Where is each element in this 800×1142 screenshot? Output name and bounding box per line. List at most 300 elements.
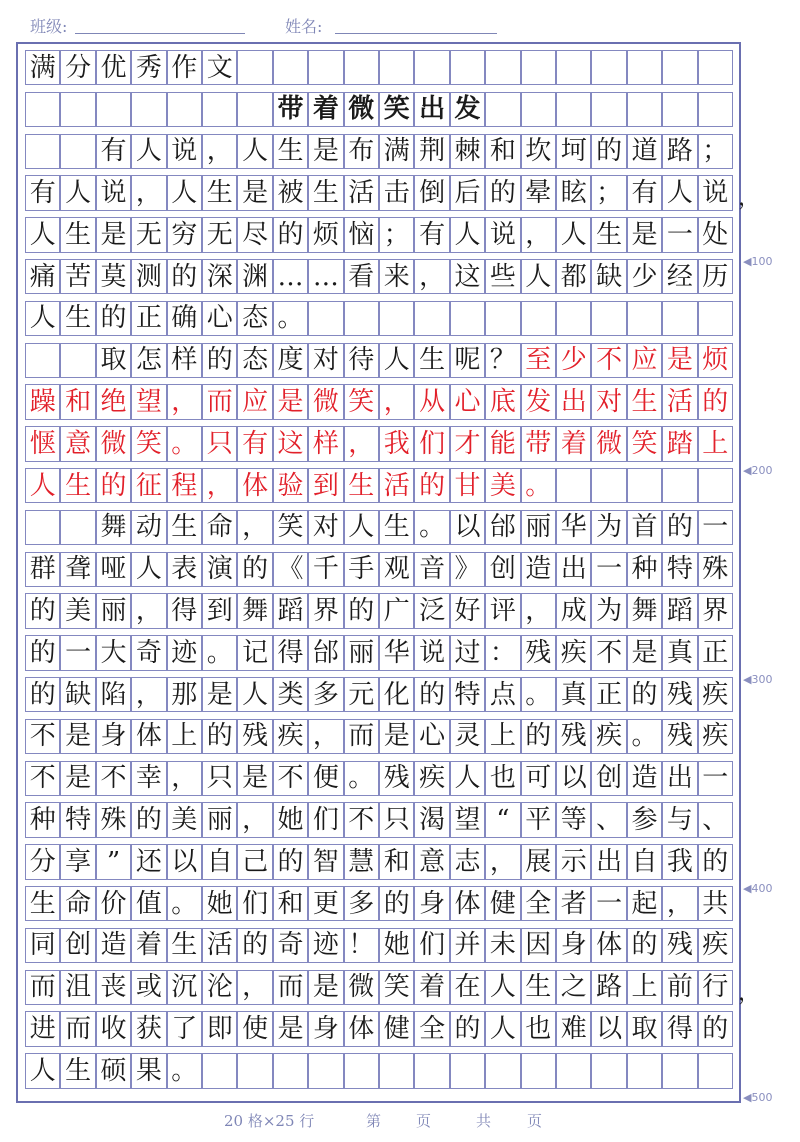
grid-cell[interactable]: 验 bbox=[273, 468, 308, 503]
grid-cell[interactable]: 人 bbox=[167, 175, 202, 210]
grid-cell[interactable] bbox=[25, 343, 60, 378]
grid-cell[interactable]: 了 bbox=[167, 1011, 202, 1046]
grid-cell[interactable]: 的 bbox=[698, 1011, 733, 1046]
grid-cell[interactable]: 疾 bbox=[591, 719, 626, 754]
grid-cell[interactable]: 前 bbox=[662, 970, 697, 1005]
grid-cell[interactable]: 的 bbox=[627, 928, 662, 963]
grid-cell[interactable]: 不 bbox=[591, 343, 626, 378]
grid-cell[interactable]: 带 bbox=[521, 426, 556, 461]
grid-cell[interactable]: 呢 bbox=[450, 343, 485, 378]
grid-cell[interactable]: 是 bbox=[202, 677, 237, 712]
grid-cell[interactable] bbox=[485, 1053, 520, 1088]
grid-cell[interactable]: 全 bbox=[521, 886, 556, 921]
grid-cell[interactable]: 丽 bbox=[521, 510, 556, 545]
grid-cell[interactable]: 和 bbox=[60, 384, 95, 419]
grid-cell[interactable]: 疾 bbox=[698, 928, 733, 963]
grid-cell[interactable]: 无 bbox=[202, 217, 237, 252]
grid-cell[interactable]: 取 bbox=[96, 343, 131, 378]
grid-cell[interactable] bbox=[167, 92, 202, 127]
grid-cell[interactable]: 晕 bbox=[521, 175, 556, 210]
grid-cell[interactable] bbox=[60, 92, 95, 127]
grid-cell[interactable]: 历 bbox=[698, 259, 733, 294]
grid-cell[interactable]: 命 bbox=[202, 510, 237, 545]
grid-cell[interactable]: 。 bbox=[167, 1053, 202, 1088]
grid-cell[interactable]: 生 bbox=[379, 510, 414, 545]
grid-cell[interactable]: 深 bbox=[202, 259, 237, 294]
grid-cell[interactable]: 些 bbox=[485, 259, 520, 294]
grid-cell[interactable]: 生 bbox=[167, 928, 202, 963]
grid-cell[interactable]: 丽 bbox=[202, 802, 237, 837]
grid-cell[interactable] bbox=[698, 468, 733, 503]
grid-cell[interactable] bbox=[344, 1053, 379, 1088]
grid-cell[interactable]: 的 bbox=[450, 1011, 485, 1046]
grid-cell[interactable] bbox=[591, 1053, 626, 1088]
grid-cell[interactable] bbox=[662, 1053, 697, 1088]
grid-cell[interactable]: 她 bbox=[273, 802, 308, 837]
grid-cell[interactable] bbox=[131, 92, 166, 127]
grid-cell[interactable]: 。 bbox=[202, 635, 237, 670]
grid-cell[interactable]: 人 bbox=[131, 134, 166, 169]
grid-cell[interactable] bbox=[379, 301, 414, 336]
grid-cell[interactable]: 满 bbox=[379, 134, 414, 169]
grid-cell[interactable]: 使 bbox=[237, 1011, 272, 1046]
grid-cell[interactable]: 人 bbox=[237, 677, 272, 712]
grid-cell[interactable] bbox=[627, 92, 662, 127]
grid-cell[interactable]: 至 bbox=[521, 343, 556, 378]
grid-cell[interactable]: 人 bbox=[25, 217, 60, 252]
grid-cell[interactable]: 出 bbox=[556, 552, 591, 587]
grid-cell[interactable]: 眩 bbox=[556, 175, 591, 210]
grid-cell[interactable]: 少 bbox=[556, 343, 591, 378]
grid-cell[interactable]: 路 bbox=[662, 134, 697, 169]
grid-cell[interactable]: 微 bbox=[344, 92, 379, 127]
grid-cell[interactable]: 是 bbox=[379, 719, 414, 754]
grid-cell[interactable]: 微 bbox=[308, 384, 343, 419]
grid-cell[interactable]: 来 bbox=[379, 259, 414, 294]
grid-cell[interactable]: 蹈 bbox=[662, 593, 697, 628]
grid-cell[interactable]: 生 bbox=[414, 343, 449, 378]
grid-cell[interactable]: 体 bbox=[237, 468, 272, 503]
grid-cell[interactable]: 怎 bbox=[131, 343, 166, 378]
grid-cell[interactable]: 取 bbox=[627, 1011, 662, 1046]
grid-cell[interactable]: 沮 bbox=[60, 970, 95, 1005]
grid-cell[interactable]: 健 bbox=[379, 1011, 414, 1046]
grid-cell[interactable]: 观 bbox=[379, 552, 414, 587]
grid-cell[interactable]: 疾 bbox=[698, 677, 733, 712]
grid-cell[interactable]: 演 bbox=[202, 552, 237, 587]
grid-cell[interactable]: 人 bbox=[662, 175, 697, 210]
grid-cell[interactable]: 特 bbox=[450, 677, 485, 712]
grid-cell[interactable]: 展 bbox=[521, 844, 556, 879]
grid-cell[interactable]: 是 bbox=[237, 175, 272, 210]
grid-cell[interactable] bbox=[237, 50, 272, 85]
grid-cell[interactable]: 值 bbox=[131, 886, 166, 921]
grid-cell[interactable]: 的 bbox=[202, 719, 237, 754]
grid-cell[interactable]: 有 bbox=[25, 175, 60, 210]
grid-cell[interactable]: 有 bbox=[237, 426, 272, 461]
grid-cell[interactable]: 邰 bbox=[485, 510, 520, 545]
grid-cell[interactable]: 样 bbox=[167, 343, 202, 378]
grid-cell[interactable]: 发 bbox=[521, 384, 556, 419]
grid-cell[interactable]: 表 bbox=[167, 552, 202, 587]
grid-cell[interactable]: 人 bbox=[450, 761, 485, 796]
grid-cell[interactable]: 带 bbox=[273, 92, 308, 127]
grid-cell[interactable]: 活 bbox=[379, 468, 414, 503]
grid-cell[interactable]: 同 bbox=[25, 928, 60, 963]
grid-cell[interactable]: 上 bbox=[698, 426, 733, 461]
grid-cell[interactable]: 智 bbox=[308, 844, 343, 879]
grid-cell[interactable] bbox=[202, 1053, 237, 1088]
grid-cell[interactable]: 是 bbox=[308, 970, 343, 1005]
grid-cell[interactable]: 疾 bbox=[414, 761, 449, 796]
grid-cell[interactable]: 泛 bbox=[414, 593, 449, 628]
grid-cell[interactable]: 征 bbox=[131, 468, 166, 503]
grid-cell[interactable]: … bbox=[273, 259, 308, 294]
grid-cell[interactable] bbox=[591, 92, 626, 127]
grid-cell[interactable]: 类 bbox=[273, 677, 308, 712]
grid-cell[interactable]: 活 bbox=[662, 384, 697, 419]
grid-cell[interactable]: 着 bbox=[131, 928, 166, 963]
grid-cell[interactable]: 出 bbox=[414, 92, 449, 127]
grid-cell[interactable]: 丽 bbox=[96, 593, 131, 628]
grid-cell[interactable]: 痛 bbox=[25, 259, 60, 294]
grid-cell[interactable]: 人 bbox=[25, 301, 60, 336]
grid-cell[interactable] bbox=[698, 301, 733, 336]
grid-cell[interactable]: 收 bbox=[96, 1011, 131, 1046]
grid-cell[interactable]: 人 bbox=[485, 1011, 520, 1046]
grid-cell[interactable]: 应 bbox=[627, 343, 662, 378]
grid-cell[interactable]: 特 bbox=[60, 802, 95, 837]
grid-cell[interactable]: 待 bbox=[344, 343, 379, 378]
grid-cell[interactable]: 平 bbox=[521, 802, 556, 837]
grid-cell[interactable] bbox=[450, 301, 485, 336]
grid-cell[interactable]: 布 bbox=[344, 134, 379, 169]
grid-cell[interactable]: 美 bbox=[485, 468, 520, 503]
class-blank-line[interactable] bbox=[75, 33, 245, 34]
grid-cell[interactable]: ； bbox=[591, 175, 626, 210]
grid-cell[interactable]: 笑 bbox=[379, 970, 414, 1005]
grid-cell[interactable]: 们 bbox=[237, 886, 272, 921]
grid-cell[interactable]: 是 bbox=[273, 384, 308, 419]
grid-cell[interactable]: 笑 bbox=[273, 510, 308, 545]
grid-cell[interactable]: 底 bbox=[485, 384, 520, 419]
grid-cell[interactable]: 造 bbox=[96, 928, 131, 963]
grid-cell[interactable]: 度 bbox=[273, 343, 308, 378]
grid-cell[interactable]: 价 bbox=[96, 886, 131, 921]
grid-cell[interactable]: 者 bbox=[556, 886, 591, 921]
grid-cell[interactable]: 的 bbox=[96, 468, 131, 503]
grid-cell[interactable]: 说 bbox=[167, 134, 202, 169]
grid-cell[interactable]: 的 bbox=[273, 844, 308, 879]
grid-cell[interactable]: 出 bbox=[591, 844, 626, 879]
grid-cell[interactable]: 真 bbox=[662, 635, 697, 670]
grid-cell[interactable] bbox=[521, 1053, 556, 1088]
grid-cell[interactable]: 说 bbox=[698, 175, 733, 210]
grid-cell[interactable] bbox=[698, 1053, 733, 1088]
grid-cell[interactable]: 心 bbox=[202, 301, 237, 336]
grid-cell[interactable]: 疾 bbox=[556, 635, 591, 670]
name-blank-line[interactable] bbox=[335, 33, 497, 34]
grid-cell[interactable]: 命 bbox=[60, 886, 95, 921]
grid-cell[interactable]: 健 bbox=[485, 886, 520, 921]
grid-cell[interactable]: 不 bbox=[96, 761, 131, 796]
grid-cell[interactable]: 而 bbox=[25, 970, 60, 1005]
grid-cell[interactable] bbox=[556, 468, 591, 503]
grid-cell[interactable] bbox=[450, 1053, 485, 1088]
grid-cell[interactable]: 倒 bbox=[414, 175, 449, 210]
grid-cell[interactable]: 正 bbox=[698, 635, 733, 670]
grid-cell[interactable]: 手 bbox=[344, 552, 379, 587]
grid-cell[interactable]: 之 bbox=[556, 970, 591, 1005]
grid-cell[interactable]: 参 bbox=[627, 802, 662, 837]
grid-cell[interactable]: 。 bbox=[167, 426, 202, 461]
grid-cell[interactable]: 意 bbox=[414, 844, 449, 879]
grid-cell[interactable] bbox=[414, 50, 449, 85]
grid-cell[interactable]: ， bbox=[308, 719, 343, 754]
grid-cell[interactable]: 点 bbox=[485, 677, 520, 712]
grid-cell[interactable]: ， bbox=[167, 761, 202, 796]
grid-cell[interactable]: 活 bbox=[344, 175, 379, 210]
grid-cell[interactable]: 的 bbox=[662, 510, 697, 545]
grid-cell[interactable]: 、 bbox=[591, 802, 626, 837]
grid-cell[interactable]: 的 bbox=[237, 928, 272, 963]
grid-cell[interactable]: 着 bbox=[308, 92, 343, 127]
grid-cell[interactable]: 创 bbox=[591, 761, 626, 796]
grid-cell[interactable]: 的 bbox=[698, 384, 733, 419]
grid-cell[interactable]: 人 bbox=[344, 510, 379, 545]
grid-cell[interactable]: 的 bbox=[25, 635, 60, 670]
grid-cell[interactable]: 她 bbox=[202, 886, 237, 921]
grid-cell[interactable]: 体 bbox=[131, 719, 166, 754]
grid-cell[interactable]: 音 bbox=[414, 552, 449, 587]
grid-cell[interactable]: 丽 bbox=[344, 635, 379, 670]
grid-cell[interactable]: 人 bbox=[485, 970, 520, 1005]
grid-cell[interactable]: 身 bbox=[556, 928, 591, 963]
grid-cell[interactable]: 是 bbox=[60, 719, 95, 754]
grid-cell[interactable]: 残 bbox=[237, 719, 272, 754]
grid-cell[interactable]: 。 bbox=[521, 677, 556, 712]
grid-cell[interactable]: ， bbox=[202, 134, 237, 169]
grid-cell[interactable]: 生 bbox=[308, 175, 343, 210]
grid-cell[interactable]: 恼 bbox=[344, 217, 379, 252]
grid-cell[interactable]: 的 bbox=[627, 677, 662, 712]
grid-cell[interactable]: 路 bbox=[591, 970, 626, 1005]
grid-cell[interactable]: 人 bbox=[237, 134, 272, 169]
grid-cell[interactable]: 自 bbox=[202, 844, 237, 879]
grid-cell[interactable]: 得 bbox=[273, 635, 308, 670]
grid-cell[interactable]: 。 bbox=[627, 719, 662, 754]
grid-cell[interactable] bbox=[25, 510, 60, 545]
grid-cell[interactable]: 以 bbox=[167, 844, 202, 879]
grid-cell[interactable] bbox=[521, 50, 556, 85]
grid-cell[interactable]: 不 bbox=[344, 802, 379, 837]
grid-cell[interactable]: 界 bbox=[308, 593, 343, 628]
grid-cell[interactable]: 笑 bbox=[627, 426, 662, 461]
grid-cell[interactable] bbox=[379, 1053, 414, 1088]
grid-cell[interactable]: 的 bbox=[237, 552, 272, 587]
grid-cell[interactable]: 说 bbox=[414, 635, 449, 670]
grid-cell[interactable]: 蹈 bbox=[273, 593, 308, 628]
grid-cell[interactable]: 心 bbox=[414, 719, 449, 754]
grid-cell[interactable]: 以 bbox=[591, 1011, 626, 1046]
grid-cell[interactable]: 才 bbox=[450, 426, 485, 461]
grid-cell[interactable]: 只 bbox=[379, 802, 414, 837]
grid-cell[interactable]: ， bbox=[237, 802, 272, 837]
grid-cell[interactable]: ， bbox=[414, 259, 449, 294]
grid-cell[interactable]: 千 bbox=[308, 552, 343, 587]
grid-cell[interactable]: 被 bbox=[273, 175, 308, 210]
grid-cell[interactable]: 人 bbox=[379, 343, 414, 378]
grid-cell[interactable]: 人 bbox=[521, 259, 556, 294]
grid-cell[interactable]: 幸 bbox=[131, 761, 166, 796]
grid-cell[interactable]: 上 bbox=[485, 719, 520, 754]
grid-cell[interactable]: 进 bbox=[25, 1011, 60, 1046]
grid-cell[interactable]: ， bbox=[485, 844, 520, 879]
grid-cell[interactable] bbox=[556, 301, 591, 336]
grid-cell[interactable]: 这 bbox=[273, 426, 308, 461]
grid-cell[interactable]: 坷 bbox=[556, 134, 591, 169]
grid-cell[interactable]: 获 bbox=[131, 1011, 166, 1046]
grid-cell[interactable] bbox=[237, 92, 272, 127]
grid-cell[interactable]: 生 bbox=[60, 217, 95, 252]
grid-cell[interactable]: 的 bbox=[591, 134, 626, 169]
grid-cell[interactable]: 聋 bbox=[60, 552, 95, 587]
grid-cell[interactable]: 笑 bbox=[344, 384, 379, 419]
grid-cell[interactable]: 测 bbox=[131, 259, 166, 294]
grid-cell[interactable]: 种 bbox=[25, 802, 60, 837]
grid-cell[interactable]: 缺 bbox=[60, 677, 95, 712]
grid-cell[interactable] bbox=[591, 50, 626, 85]
grid-cell[interactable]: 意 bbox=[60, 426, 95, 461]
grid-cell[interactable]: 因 bbox=[521, 928, 556, 963]
grid-cell[interactable]: 记 bbox=[237, 635, 272, 670]
grid-cell[interactable] bbox=[485, 50, 520, 85]
grid-cell[interactable]: 秀 bbox=[131, 50, 166, 85]
grid-cell[interactable]: 望 bbox=[131, 384, 166, 419]
grid-cell[interactable]: 从 bbox=[414, 384, 449, 419]
grid-cell[interactable]: 不 bbox=[273, 761, 308, 796]
grid-cell[interactable]: 烦 bbox=[698, 343, 733, 378]
grid-cell[interactable]: 迹 bbox=[308, 928, 343, 963]
grid-cell[interactable]: 舞 bbox=[627, 593, 662, 628]
grid-cell[interactable]: 是 bbox=[627, 217, 662, 252]
grid-cell[interactable]: ， bbox=[131, 175, 166, 210]
grid-cell[interactable]: 经 bbox=[662, 259, 697, 294]
grid-cell[interactable]: 是 bbox=[627, 635, 662, 670]
grid-cell[interactable]: 首 bbox=[627, 510, 662, 545]
grid-cell[interactable]: 后 bbox=[450, 175, 485, 210]
grid-cell[interactable]: 的 bbox=[344, 593, 379, 628]
grid-cell[interactable]: 的 bbox=[414, 677, 449, 712]
grid-cell[interactable]: 身 bbox=[414, 886, 449, 921]
grid-cell[interactable]: 的 bbox=[25, 677, 60, 712]
grid-cell[interactable]: 说 bbox=[96, 175, 131, 210]
grid-cell[interactable]: 残 bbox=[521, 635, 556, 670]
grid-cell[interactable]: 得 bbox=[662, 1011, 697, 1046]
grid-cell[interactable]: 道 bbox=[627, 134, 662, 169]
grid-cell[interactable]: 。 bbox=[521, 468, 556, 503]
grid-cell[interactable]: 残 bbox=[662, 928, 697, 963]
grid-cell[interactable]: 为 bbox=[591, 593, 626, 628]
grid-cell[interactable] bbox=[556, 92, 591, 127]
grid-cell[interactable]: 。 bbox=[414, 510, 449, 545]
grid-cell[interactable]: 击 bbox=[379, 175, 414, 210]
grid-cell[interactable]: 创 bbox=[485, 552, 520, 587]
grid-cell[interactable]: 多 bbox=[344, 886, 379, 921]
grid-cell[interactable] bbox=[273, 50, 308, 85]
grid-cell[interactable]: 尽 bbox=[237, 217, 272, 252]
grid-cell[interactable]: ！ bbox=[344, 928, 379, 963]
grid-cell[interactable] bbox=[627, 1053, 662, 1088]
grid-cell[interactable]: 美 bbox=[60, 593, 95, 628]
grid-cell[interactable]: 正 bbox=[591, 677, 626, 712]
grid-cell[interactable]: 好 bbox=[450, 593, 485, 628]
grid-cell[interactable]: 的 bbox=[202, 343, 237, 378]
grid-cell[interactable]: 。 bbox=[344, 761, 379, 796]
grid-cell[interactable]: 着 bbox=[556, 426, 591, 461]
grid-cell[interactable]: 不 bbox=[591, 635, 626, 670]
grid-cell[interactable]: 生 bbox=[60, 1053, 95, 1088]
grid-cell[interactable]: 们 bbox=[414, 928, 449, 963]
grid-cell[interactable]: 与 bbox=[662, 802, 697, 837]
grid-cell[interactable] bbox=[698, 92, 733, 127]
grid-cell[interactable]: 种 bbox=[627, 552, 662, 587]
grid-cell[interactable]: 荆 bbox=[414, 134, 449, 169]
grid-cell[interactable]: 身 bbox=[96, 719, 131, 754]
grid-cell[interactable]: 一 bbox=[591, 886, 626, 921]
grid-cell[interactable] bbox=[662, 92, 697, 127]
grid-cell[interactable] bbox=[521, 92, 556, 127]
grid-cell[interactable]: 有 bbox=[96, 134, 131, 169]
grid-cell[interactable]: 而 bbox=[202, 384, 237, 419]
grid-cell[interactable]: 对 bbox=[591, 384, 626, 419]
grid-cell[interactable]: 残 bbox=[556, 719, 591, 754]
grid-cell[interactable] bbox=[60, 134, 95, 169]
grid-cell[interactable]: 未 bbox=[485, 928, 520, 963]
grid-cell[interactable]: 的 bbox=[167, 259, 202, 294]
grid-cell[interactable]: ？ bbox=[485, 343, 520, 378]
grid-cell[interactable] bbox=[627, 301, 662, 336]
grid-cell[interactable]: ， bbox=[521, 593, 556, 628]
grid-cell[interactable]: 样 bbox=[308, 426, 343, 461]
grid-cell[interactable] bbox=[627, 468, 662, 503]
grid-cell[interactable]: 硕 bbox=[96, 1053, 131, 1088]
grid-cell[interactable]: 躁 bbox=[25, 384, 60, 419]
grid-cell[interactable]: 对 bbox=[308, 343, 343, 378]
grid-cell[interactable]: 都 bbox=[556, 259, 591, 294]
grid-cell[interactable] bbox=[96, 92, 131, 127]
grid-cell[interactable]: 动 bbox=[131, 510, 166, 545]
grid-cell[interactable]: ， bbox=[202, 468, 237, 503]
grid-cell[interactable]: 心 bbox=[450, 384, 485, 419]
grid-cell[interactable] bbox=[60, 510, 95, 545]
grid-cell[interactable]: 得 bbox=[167, 593, 202, 628]
grid-cell[interactable]: 和 bbox=[485, 134, 520, 169]
grid-cell[interactable]: 我 bbox=[662, 844, 697, 879]
grid-cell[interactable]: ： bbox=[485, 635, 520, 670]
grid-cell[interactable]: 生 bbox=[344, 468, 379, 503]
grid-cell[interactable]: 程 bbox=[167, 468, 202, 503]
grid-cell[interactable]: 是 bbox=[237, 761, 272, 796]
grid-cell[interactable] bbox=[450, 50, 485, 85]
grid-cell[interactable]: 上 bbox=[627, 970, 662, 1005]
grid-cell[interactable]: 烦 bbox=[308, 217, 343, 252]
grid-cell[interactable]: 看 bbox=[344, 259, 379, 294]
grid-cell[interactable]: 共 bbox=[698, 886, 733, 921]
grid-cell[interactable]: 惬 bbox=[25, 426, 60, 461]
grid-cell[interactable]: 绝 bbox=[96, 384, 131, 419]
grid-cell[interactable]: ； bbox=[379, 217, 414, 252]
